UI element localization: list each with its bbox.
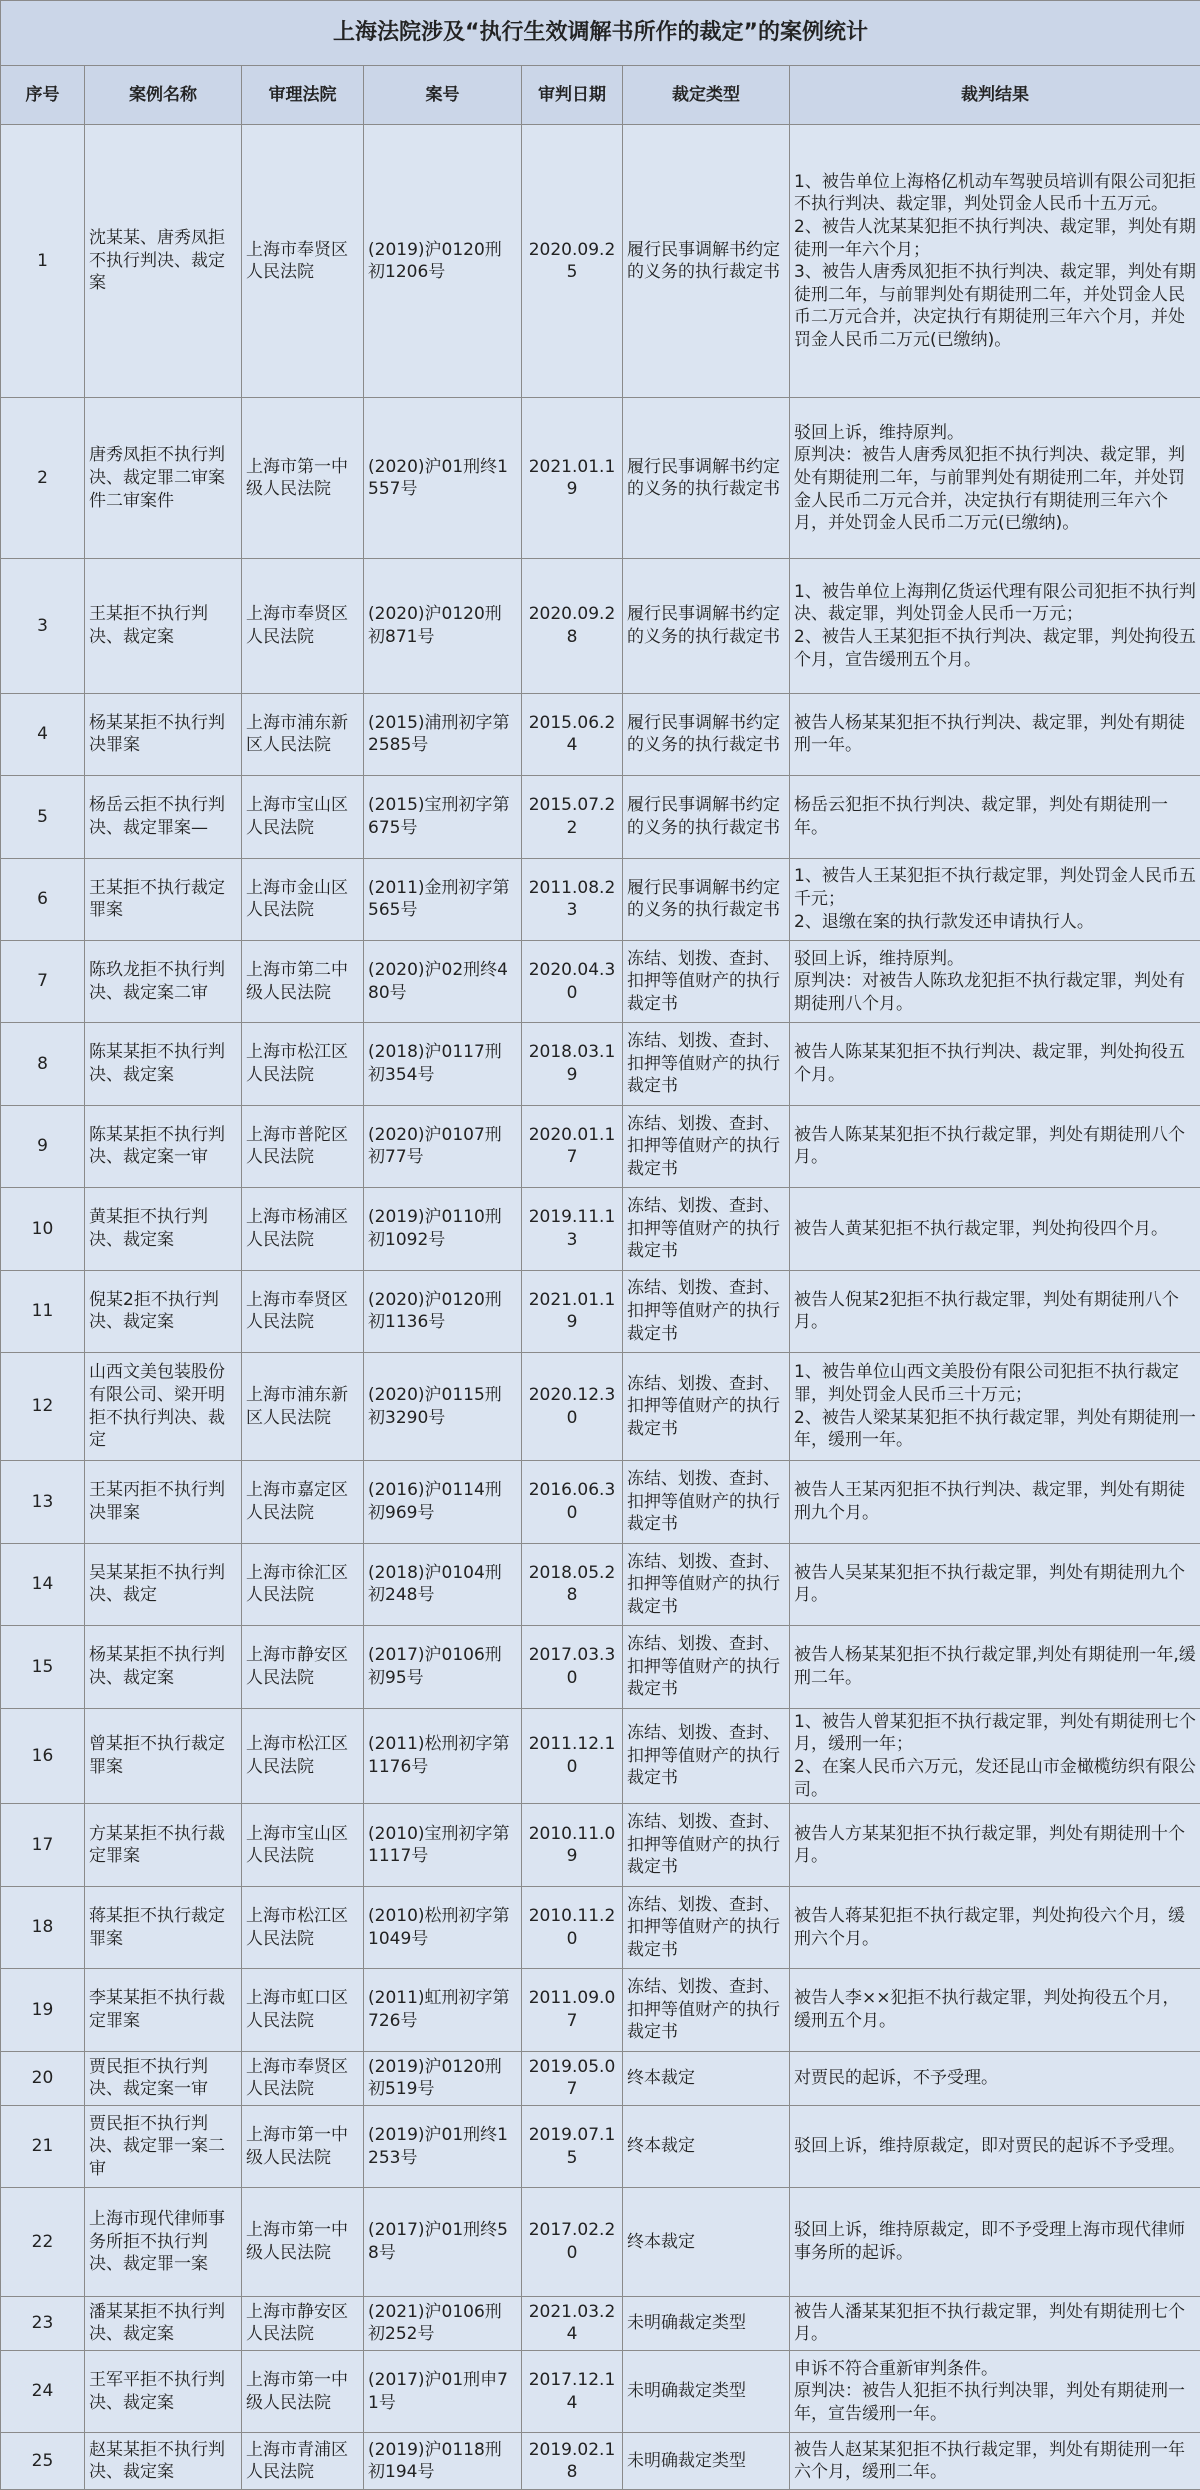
cell-judgment-result bbox=[790, 858, 1200, 940]
cell-trial-date: 2015.07.22 bbox=[522, 776, 623, 858]
cell-trial-date: 2019.11.13 bbox=[522, 1188, 623, 1270]
table-row bbox=[1, 2051, 1200, 2105]
result-line: 对贾民的起诉，不予受理。 bbox=[794, 2067, 998, 2088]
header-case-number: 案号 bbox=[364, 66, 522, 125]
cell-court: 上海市第一中级人民法院 bbox=[242, 2351, 364, 2433]
cell-case-number: (2018)沪0104刑初248号 bbox=[364, 1543, 522, 1625]
table-row bbox=[1, 2433, 1200, 2490]
cell-case-name: 李某某拒不执行裁定罪案 bbox=[85, 1969, 242, 2051]
cell-case-number: (2018)沪0117刑初354号 bbox=[364, 1023, 522, 1105]
table-row bbox=[1, 776, 1200, 858]
cell-case-name: 蒋某拒不执行裁定罪案 bbox=[85, 1886, 242, 1968]
table-row bbox=[1, 2188, 1200, 2297]
cell-court: 上海市松江区人民法院 bbox=[242, 1023, 364, 1105]
cell-court: 上海市金山区人民法院 bbox=[242, 858, 364, 940]
cell-case-name: 陈玖龙拒不执行判决、裁定案二审 bbox=[85, 940, 242, 1022]
cell-case-number: (2015)浦刑初字第2585号 bbox=[364, 693, 522, 775]
table-row bbox=[1, 1188, 1200, 1270]
cell-case-name: 杨某某拒不执行判决罪案 bbox=[85, 693, 242, 775]
cell-index: 8 bbox=[1, 1023, 85, 1105]
cell-judgment-result bbox=[790, 1270, 1200, 1352]
cell-judgment-result bbox=[790, 2433, 1200, 2490]
cell-judgment-result bbox=[790, 1105, 1200, 1187]
cell-case-name: 沈某某、唐秀凤拒不执行判决、裁定案 bbox=[85, 125, 242, 398]
cell-index: 15 bbox=[1, 1626, 85, 1708]
cell-ruling-type: 履行民事调解书约定的义务的执行裁定书 bbox=[623, 125, 790, 398]
cell-case-number: (2020)沪02刑终480号 bbox=[364, 940, 522, 1022]
result-line: 驳回上诉，维持原判。 bbox=[794, 948, 964, 969]
cell-trial-date: 2011.09.07 bbox=[522, 1969, 623, 2051]
cell-case-number: (2017)沪01刑申71号 bbox=[364, 2351, 522, 2433]
result-line: 申诉不符合重新审判条件。 bbox=[794, 2358, 998, 2379]
table-row bbox=[1, 1023, 1200, 1105]
cell-ruling-type: 冻结、划拨、查封、扣押等值财产的执行裁定书 bbox=[623, 1188, 790, 1270]
result-line: 2、被告人梁某某犯拒不执行裁定罪，判处有期徒刑一年，缓刑一年。 bbox=[794, 1407, 1196, 1451]
result-line: 3、被告人唐秀凤犯拒不执行判决、裁定罪，判处有期徒刑二年，与前罪判处有期徒刑二年，并处罚金人民币二万元合并，决定执行有期徒刑三年六个月，并处罚金人民币二万元(已缴纳)。 bbox=[794, 262, 1196, 350]
header-case-name: 案例名称 bbox=[85, 66, 242, 125]
cell-court: 上海市宝山区人民法院 bbox=[242, 776, 364, 858]
cell-case-number: (2021)沪0106刑初252号 bbox=[364, 2296, 522, 2350]
cell-court: 上海市静安区人民法院 bbox=[242, 1626, 364, 1708]
result-line: 被告人蒋某犯拒不执行裁定罪，判处拘役六个月，缓刑六个月。 bbox=[794, 1905, 1185, 1949]
cell-case-number: (2019)沪01刑终1253号 bbox=[364, 2105, 522, 2187]
cell-index: 22 bbox=[1, 2188, 85, 2297]
result-line: 被告人吴某某犯拒不执行裁定罪，判处有期徒刑九个月。 bbox=[794, 1562, 1185, 1606]
cell-case-name: 倪某2拒不执行判决、裁定案 bbox=[85, 1270, 242, 1352]
cell-ruling-type: 未明确裁定类型 bbox=[623, 2351, 790, 2433]
result-line: 被告人陈某某犯拒不执行裁定罪，判处有期徒刑八个月。 bbox=[794, 1124, 1185, 1168]
cell-case-name: 方某某拒不执行裁定罪案 bbox=[85, 1804, 242, 1886]
cell-case-number: (2020)沪01刑终1557号 bbox=[364, 398, 522, 559]
cell-court: 上海市普陀区人民法院 bbox=[242, 1105, 364, 1187]
result-line: 驳回上诉，维持原裁定，即不予受理上海市现代律师事务所的起诉。 bbox=[794, 2220, 1185, 2264]
cell-index: 5 bbox=[1, 776, 85, 858]
cell-case-number: (2019)沪0120刑初1206号 bbox=[364, 125, 522, 398]
cell-case-name: 潘某某拒不执行判决、裁定案 bbox=[85, 2296, 242, 2350]
cell-court: 上海市青浦区人民法院 bbox=[242, 2433, 364, 2490]
table-row bbox=[1, 1543, 1200, 1625]
cell-judgment-result bbox=[790, 693, 1200, 775]
cell-court: 上海市第二中级人民法院 bbox=[242, 940, 364, 1022]
result-line: 1、被告单位山西文美股份有限公司犯拒不执行裁定罪，判处罚金人民币三十万元； bbox=[794, 1362, 1179, 1406]
cell-case-name: 山西文美包装股份有限公司、梁开明拒不执行判决、裁定 bbox=[85, 1352, 242, 1461]
result-line: 被告人杨某某犯拒不执行裁定罪,判处有期徒刑一年,缓刑二年。 bbox=[794, 1645, 1196, 1688]
cell-judgment-result bbox=[790, 1804, 1200, 1886]
cell-ruling-type: 终本裁定 bbox=[623, 2105, 790, 2187]
cell-trial-date: 2010.11.09 bbox=[522, 1804, 623, 1886]
cell-court: 上海市奉贤区人民法院 bbox=[242, 2051, 364, 2105]
header-trial-date: 审判日期 bbox=[522, 66, 623, 125]
cell-index: 6 bbox=[1, 858, 85, 940]
cell-ruling-type: 冻结、划拨、查封、扣押等值财产的执行裁定书 bbox=[623, 1886, 790, 1968]
cell-trial-date: 2021.03.24 bbox=[522, 2296, 623, 2350]
cell-index: 20 bbox=[1, 2051, 85, 2105]
cell-court: 上海市第一中级人民法院 bbox=[242, 2105, 364, 2187]
cell-judgment-result bbox=[790, 2351, 1200, 2433]
cell-case-number: (2015)宝刑初字第675号 bbox=[364, 776, 522, 858]
result-line: 原判决：被告人犯拒不执行判决罪，判处有期徒刑一年，宣告缓刑一年。 bbox=[794, 2381, 1185, 2425]
table-row bbox=[1, 1352, 1200, 1461]
result-line: 原判决：对被告人陈玖龙犯拒不执行裁定罪，判处有期徒刑八个月。 bbox=[794, 971, 1185, 1014]
cell-judgment-result bbox=[790, 1626, 1200, 1708]
cell-index: 16 bbox=[1, 1708, 85, 1804]
cell-index: 21 bbox=[1, 2105, 85, 2187]
cell-index: 19 bbox=[1, 1969, 85, 2051]
header-row bbox=[1, 66, 1200, 125]
cell-court: 上海市静安区人民法院 bbox=[242, 2296, 364, 2350]
cell-ruling-type: 履行民事调解书约定的义务的执行裁定书 bbox=[623, 776, 790, 858]
cell-trial-date: 2010.11.20 bbox=[522, 1886, 623, 1968]
cell-judgment-result bbox=[790, 1543, 1200, 1625]
cell-judgment-result bbox=[790, 1352, 1200, 1461]
table-row bbox=[1, 559, 1200, 694]
cell-judgment-result bbox=[790, 398, 1200, 559]
cell-ruling-type: 冻结、划拨、查封、扣押等值财产的执行裁定书 bbox=[623, 940, 790, 1022]
result-line: 被告人方某某犯拒不执行裁定罪，判处有期徒刑十个月。 bbox=[794, 1823, 1185, 1867]
cell-judgment-result bbox=[790, 2296, 1200, 2350]
cell-case-name: 王某拒不执行裁定罪案 bbox=[85, 858, 242, 940]
cell-judgment-result bbox=[790, 1886, 1200, 1968]
cell-trial-date: 2020.12.30 bbox=[522, 1352, 623, 1461]
cell-case-number: (2020)沪0120刑初871号 bbox=[364, 559, 522, 694]
cell-court: 上海市浦东新区人民法院 bbox=[242, 1352, 364, 1461]
cell-case-number: (2019)沪0110刑初1092号 bbox=[364, 1188, 522, 1270]
cell-judgment-result bbox=[790, 125, 1200, 398]
cell-trial-date: 2020.09.25 bbox=[522, 125, 623, 398]
cell-index: 17 bbox=[1, 1804, 85, 1886]
result-line: 被告人潘某某犯拒不执行裁定罪，判处有期徒刑七个月。 bbox=[794, 2301, 1185, 2345]
cell-case-number: (2019)沪0120刑初519号 bbox=[364, 2051, 522, 2105]
cell-ruling-type: 冻结、划拨、查封、扣押等值财产的执行裁定书 bbox=[623, 1461, 790, 1543]
cell-court: 上海市杨浦区人民法院 bbox=[242, 1188, 364, 1270]
cell-court: 上海市第一中级人民法院 bbox=[242, 2188, 364, 2297]
cell-ruling-type: 履行民事调解书约定的义务的执行裁定书 bbox=[623, 398, 790, 559]
cell-court: 上海市奉贤区人民法院 bbox=[242, 1270, 364, 1352]
cell-index: 2 bbox=[1, 398, 85, 559]
cell-judgment-result bbox=[790, 1969, 1200, 2051]
cell-case-name: 唐秀凤拒不执行判决、裁定罪二审案件二审案件 bbox=[85, 398, 242, 559]
cell-case-number: (2011)虹刑初字第726号 bbox=[364, 1969, 522, 2051]
cell-index: 7 bbox=[1, 940, 85, 1022]
result-line: 驳回上诉，维持原裁定，即对贾民的起诉不予受理。 bbox=[794, 2136, 1185, 2157]
cell-case-number: (2020)沪0120刑初1136号 bbox=[364, 1270, 522, 1352]
cell-case-name: 王某丙拒不执行判决罪案 bbox=[85, 1461, 242, 1543]
cell-trial-date: 2017.02.20 bbox=[522, 2188, 623, 2297]
cell-index: 9 bbox=[1, 1105, 85, 1187]
cell-index: 13 bbox=[1, 1461, 85, 1543]
cell-trial-date: 2020.09.28 bbox=[522, 559, 623, 694]
cell-case-number: (2010)宝刑初字第1117号 bbox=[364, 1804, 522, 1886]
cell-case-name: 杨岳云拒不执行判决、裁定罪案— bbox=[85, 776, 242, 858]
cell-case-name: 赵某某拒不执行判决、裁定案 bbox=[85, 2433, 242, 2490]
cell-ruling-type: 冻结、划拨、查封、扣押等值财产的执行裁定书 bbox=[623, 1023, 790, 1105]
result-line: 驳回上诉，维持原判。 bbox=[794, 422, 964, 443]
cell-case-name: 王某拒不执行判决、裁定案 bbox=[85, 559, 242, 694]
cell-case-number: (2020)沪0107刑初77号 bbox=[364, 1105, 522, 1187]
cell-court: 上海市浦东新区人民法院 bbox=[242, 693, 364, 775]
result-line: 原判决：被告人唐秀凤犯拒不执行判决、裁定罪，判处有期徒刑二年，与前罪判处有期徒刑二年，并处罚金人民币二万元合并，决定执行有期徒刑三年六个月，并处罚金人民币二万元(已缴纳)。 bbox=[794, 445, 1185, 534]
cell-trial-date: 2021.01.19 bbox=[522, 398, 623, 559]
cell-trial-date: 2011.12.10 bbox=[522, 1708, 623, 1804]
result-line: 1、被告单位上海荆亿货运代理有限公司犯拒不执行判决、裁定罪，判处罚金人民币一万元； bbox=[794, 581, 1196, 625]
cell-trial-date: 2016.06.30 bbox=[522, 1461, 623, 1543]
cell-court: 上海市嘉定区人民法院 bbox=[242, 1461, 364, 1543]
cell-ruling-type: 未明确裁定类型 bbox=[623, 2296, 790, 2350]
result-line: 被告人倪某2犯拒不执行裁定罪，判处有期徒刑八个月。 bbox=[794, 1289, 1179, 1333]
cell-ruling-type: 冻结、划拨、查封、扣押等值财产的执行裁定书 bbox=[623, 1969, 790, 2051]
cell-case-number: (2010)松刑初字第1049号 bbox=[364, 1886, 522, 1968]
header-ruling-type: 裁定类型 bbox=[623, 66, 790, 125]
table-row bbox=[1, 2296, 1200, 2350]
cell-index: 3 bbox=[1, 559, 85, 694]
result-line: 被告人李××犯拒不执行裁定罪，判处拘役五个月，缓刑五个月。 bbox=[794, 1988, 1180, 2031]
cell-trial-date: 2018.03.19 bbox=[522, 1023, 623, 1105]
table-row bbox=[1, 858, 1200, 940]
result-line: 1、被告人曾某犯拒不执行裁定罪，判处有期徒刑七个月，缓刑一年； bbox=[794, 1711, 1196, 1755]
cell-case-name: 杨某某拒不执行判决、裁定案 bbox=[85, 1626, 242, 1708]
cell-case-name: 贾民拒不执行判决、裁定案一审 bbox=[85, 2051, 242, 2105]
cell-ruling-type: 冻结、划拨、查封、扣押等值财产的执行裁定书 bbox=[623, 1804, 790, 1886]
cell-case-name: 吴某某拒不执行判决、裁定 bbox=[85, 1543, 242, 1625]
cell-ruling-type: 冻结、划拨、查封、扣押等值财产的执行裁定书 bbox=[623, 1708, 790, 1804]
cell-index: 23 bbox=[1, 2296, 85, 2350]
table-body bbox=[1, 125, 1200, 2490]
cell-case-name: 贾民拒不执行判决、裁定罪一案二审 bbox=[85, 2105, 242, 2187]
cell-ruling-type: 未明确裁定类型 bbox=[623, 2433, 790, 2490]
cell-trial-date: 2019.07.15 bbox=[522, 2105, 623, 2187]
cell-court: 上海市宝山区人民法院 bbox=[242, 1804, 364, 1886]
result-line: 2、被告人沈某某犯拒不执行判决、裁定罪，判处有期徒刑一年六个月； bbox=[794, 216, 1196, 260]
cell-ruling-type: 终本裁定 bbox=[623, 2051, 790, 2105]
cell-index: 24 bbox=[1, 2351, 85, 2433]
result-line: 被告人陈某某犯拒不执行判决、裁定罪，判处拘役五个月。 bbox=[794, 1042, 1185, 1086]
cell-judgment-result bbox=[790, 1708, 1200, 1804]
cell-judgment-result bbox=[790, 940, 1200, 1022]
cell-judgment-result bbox=[790, 2188, 1200, 2297]
cell-trial-date: 2019.02.18 bbox=[522, 2433, 623, 2490]
cell-ruling-type: 冻结、划拨、查封、扣押等值财产的执行裁定书 bbox=[623, 1543, 790, 1625]
result-line: 1、被告人王某犯拒不执行裁定罪，判处罚金人民币五千元； bbox=[794, 866, 1196, 909]
cell-ruling-type: 履行民事调解书约定的义务的执行裁定书 bbox=[623, 858, 790, 940]
cell-ruling-type: 履行民事调解书约定的义务的执行裁定书 bbox=[623, 559, 790, 694]
table-row bbox=[1, 1105, 1200, 1187]
cell-judgment-result bbox=[790, 2051, 1200, 2105]
cell-trial-date: 2018.05.28 bbox=[522, 1543, 623, 1625]
cell-judgment-result bbox=[790, 776, 1200, 858]
result-line: 2、退缴在案的执行款发还申请执行人。 bbox=[794, 911, 1094, 932]
cell-case-name: 陈某某拒不执行判决、裁定案一审 bbox=[85, 1105, 242, 1187]
cell-case-name: 上海市现代律师事务所拒不执行判决、裁定罪一案 bbox=[85, 2188, 242, 2297]
table-row bbox=[1, 693, 1200, 775]
cell-court: 上海市奉贤区人民法院 bbox=[242, 125, 364, 398]
cell-case-number: (2011)金刑初字第565号 bbox=[364, 858, 522, 940]
cell-case-number: (2011)松刑初字第1176号 bbox=[364, 1708, 522, 1804]
header-judgment-result: 裁判结果 bbox=[790, 66, 1200, 125]
cell-trial-date: 2017.12.14 bbox=[522, 2351, 623, 2433]
table-row bbox=[1, 125, 1200, 398]
result-line: 2、在案人民币六万元，发还昆山市金橄榄纺织有限公司。 bbox=[794, 1757, 1196, 1800]
table-row bbox=[1, 1804, 1200, 1886]
cell-ruling-type: 终本裁定 bbox=[623, 2188, 790, 2297]
cell-case-name: 曾某拒不执行裁定罪案 bbox=[85, 1708, 242, 1804]
cell-case-number: (2019)沪0118刑初194号 bbox=[364, 2433, 522, 2490]
result-line: 被告人黄某犯拒不执行裁定罪，判处拘役四个月。 bbox=[794, 1218, 1168, 1239]
cell-trial-date: 2017.03.30 bbox=[522, 1626, 623, 1708]
cell-court: 上海市奉贤区人民法院 bbox=[242, 559, 364, 694]
result-line: 被告人赵某某犯拒不执行裁定罪，判处有期徒刑一年六个月，缓刑二年。 bbox=[794, 2439, 1185, 2483]
cell-case-name: 陈某某拒不执行判决、裁定案 bbox=[85, 1023, 242, 1105]
cell-judgment-result bbox=[790, 559, 1200, 694]
table-title: 上海法院涉及“执行生效调解书所作的裁定”的案例统计 bbox=[1, 1, 1200, 66]
cell-trial-date: 2015.06.24 bbox=[522, 693, 623, 775]
table-row bbox=[1, 1270, 1200, 1352]
table-row bbox=[1, 940, 1200, 1022]
cell-judgment-result bbox=[790, 1188, 1200, 1270]
cell-index: 12 bbox=[1, 1352, 85, 1461]
result-line: 1、被告单位上海格亿机动车驾驶员培训有限公司犯拒不执行判决、裁定罪，判处罚金人民币十五万元。 bbox=[794, 171, 1196, 215]
table-row bbox=[1, 1708, 1200, 1804]
cell-trial-date: 2019.05.07 bbox=[522, 2051, 623, 2105]
result-line: 2、被告人王某犯拒不执行判决、裁定罪，判处拘役五个月，宣告缓刑五个月。 bbox=[794, 626, 1196, 670]
cell-judgment-result bbox=[790, 1461, 1200, 1543]
cell-case-number: (2017)沪0106刑初95号 bbox=[364, 1626, 522, 1708]
result-line: 杨岳云犯拒不执行判决、裁定罪，判处有期徒刑一年。 bbox=[794, 795, 1168, 838]
cell-index: 14 bbox=[1, 1543, 85, 1625]
table-row bbox=[1, 1969, 1200, 2051]
table-row bbox=[1, 2105, 1200, 2187]
cell-index: 18 bbox=[1, 1886, 85, 1968]
table-row bbox=[1, 1626, 1200, 1708]
cell-ruling-type: 冻结、划拨、查封、扣押等值财产的执行裁定书 bbox=[623, 1270, 790, 1352]
cell-case-name: 王军平拒不执行判决、裁定案 bbox=[85, 2351, 242, 2433]
cell-trial-date: 2020.04.30 bbox=[522, 940, 623, 1022]
table-row bbox=[1, 2351, 1200, 2433]
cell-court: 上海市第一中级人民法院 bbox=[242, 398, 364, 559]
cell-ruling-type: 冻结、划拨、查封、扣押等值财产的执行裁定书 bbox=[623, 1352, 790, 1461]
cell-trial-date: 2011.08.23 bbox=[522, 858, 623, 940]
cell-case-number: (2017)沪01刑终58号 bbox=[364, 2188, 522, 2297]
cell-court: 上海市虹口区人民法院 bbox=[242, 1969, 364, 2051]
cell-ruling-type: 冻结、划拨、查封、扣押等值财产的执行裁定书 bbox=[623, 1626, 790, 1708]
cell-index: 25 bbox=[1, 2433, 85, 2490]
cell-case-name: 黄某拒不执行判决、裁定案 bbox=[85, 1188, 242, 1270]
cell-judgment-result bbox=[790, 2105, 1200, 2187]
cell-ruling-type: 履行民事调解书约定的义务的执行裁定书 bbox=[623, 693, 790, 775]
cell-court: 上海市徐汇区人民法院 bbox=[242, 1543, 364, 1625]
header-court: 审理法院 bbox=[242, 66, 364, 125]
result-line: 被告人王某丙犯拒不执行判决、裁定罪，判处有期徒刑九个月。 bbox=[794, 1480, 1185, 1524]
cell-judgment-result bbox=[790, 1023, 1200, 1105]
table-row bbox=[1, 398, 1200, 559]
cell-court: 上海市松江区人民法院 bbox=[242, 1886, 364, 1968]
cell-trial-date: 2021.01.19 bbox=[522, 1270, 623, 1352]
cell-trial-date: 2020.01.17 bbox=[522, 1105, 623, 1187]
header-index: 序号 bbox=[1, 66, 85, 125]
cell-index: 11 bbox=[1, 1270, 85, 1352]
cell-index: 4 bbox=[1, 693, 85, 775]
result-line: 被告人杨某某犯拒不执行判决、裁定罪，判处有期徒刑一年。 bbox=[794, 712, 1185, 756]
cell-case-number: (2016)沪0114刑初969号 bbox=[364, 1461, 522, 1543]
cell-index: 1 bbox=[1, 125, 85, 398]
cell-case-number: (2020)沪0115刑初3290号 bbox=[364, 1352, 522, 1461]
cell-ruling-type: 冻结、划拨、查封、扣押等值财产的执行裁定书 bbox=[623, 1105, 790, 1187]
cell-court: 上海市松江区人民法院 bbox=[242, 1708, 364, 1804]
table-row bbox=[1, 1886, 1200, 1968]
cell-index: 10 bbox=[1, 1188, 85, 1270]
table-row bbox=[1, 1461, 1200, 1543]
